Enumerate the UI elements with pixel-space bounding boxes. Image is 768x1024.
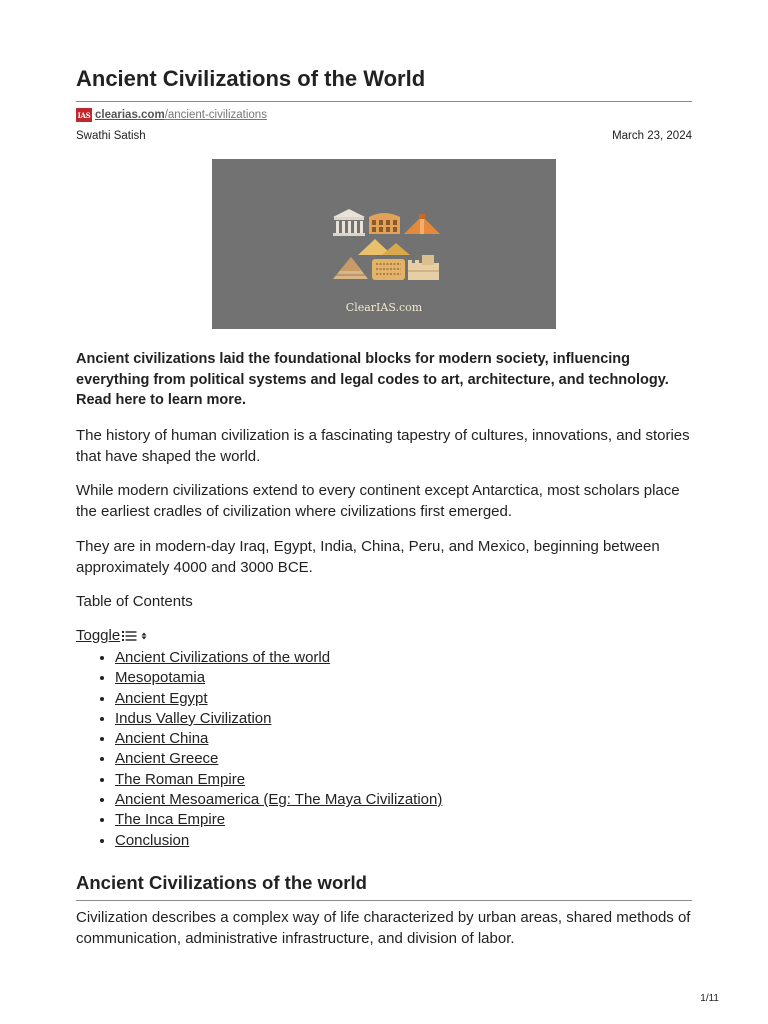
source-link[interactable]: [76, 107, 267, 123]
egyptian-pyramids-icon: [358, 239, 410, 255]
paragraph: While modern civilizations extend to every continent except Antarctica, most scholars place the earliest cradles of civilization where civilizations first emerged.: [76, 482, 680, 520]
toc-item: [115, 668, 442, 688]
title-divider: [76, 101, 692, 102]
sort-arrows-icon: [140, 631, 148, 641]
article-lead: Ancient civilizations laid the foundational blocks for modern society, influencing everything from political systems and legal codes to art, architecture, and technology. Read here to learn more.: [76, 351, 669, 408]
toc-item: [115, 729, 442, 749]
toc-link[interactable]: The Roman Empire: [115, 770, 246, 788]
toc-toggle-label[interactable]: Toggle: [76, 627, 121, 644]
toc-item: [115, 790, 442, 810]
publish-date: March 23, 2024: [612, 130, 692, 142]
article-title: Ancient Civilizations of the World: [76, 66, 426, 91]
toc-link[interactable]: Conclusion: [115, 831, 190, 849]
toc-item: [115, 689, 442, 709]
toc-item: [115, 749, 442, 769]
toc-item: [115, 770, 442, 790]
mayan-pyramid-icon: [404, 214, 440, 234]
toc-item: [115, 648, 442, 668]
section-divider: [76, 900, 692, 901]
source-domain[interactable]: clearias.com: [95, 109, 165, 121]
toc-toggle[interactable]: [76, 627, 148, 644]
clearias-favicon-icon: IAS: [76, 108, 92, 122]
toc-item: [115, 831, 442, 851]
toc-link[interactable]: Mesopotamia: [115, 669, 206, 687]
author-name: Swathi Satish: [76, 130, 146, 142]
source-path[interactable]: /ancient-civilizations: [164, 109, 267, 121]
toc-link[interactable]: Ancient China: [115, 730, 209, 748]
paragraph: The history of human civilization is a fascinating tapestry of cultures, innovations, and stories that have shaped the world.: [76, 427, 690, 465]
paragraph: They are in modern-day Iraq, Egypt, India, China, Peru, and Mexico, beginning between approximately 4000 and 3000 BCE.: [76, 538, 660, 576]
ziggurat-icon: [333, 257, 368, 279]
toc-link[interactable]: Ancient Civilizations of the world: [115, 649, 331, 666]
hero-image: [212, 159, 556, 329]
toc-link[interactable]: Ancient Mesoamerica (Eg: The Maya Civilization): [115, 791, 443, 809]
page-number: 1/11: [700, 993, 719, 1004]
hero-image-credit: ClearIAS.com: [345, 301, 423, 314]
cuneiform-tablet-icon: [372, 259, 405, 280]
fortress-wall-icon: [408, 255, 439, 280]
section-heading: Ancient Civilizations of the world: [76, 872, 367, 893]
toc-item: [115, 810, 442, 830]
toc-link[interactable]: The Inca Empire: [115, 811, 226, 829]
toc-link[interactable]: Ancient Egypt: [115, 689, 208, 707]
greek-temple-icon: [333, 209, 365, 236]
section-paragraph: Civilization describes a complex way of life characterized by urban areas, shared methods of communication, administrative infrastructure, and division of labor.: [76, 909, 691, 947]
table-of-contents: [76, 648, 442, 851]
colosseum-icon: [369, 213, 400, 234]
toc-link[interactable]: Ancient Greece: [115, 750, 219, 768]
toc-item: [115, 709, 442, 729]
toc-link[interactable]: Indus Valley Civilization: [115, 709, 272, 727]
list-icon: [122, 630, 137, 642]
toc-heading: Table of Contents: [76, 593, 193, 610]
